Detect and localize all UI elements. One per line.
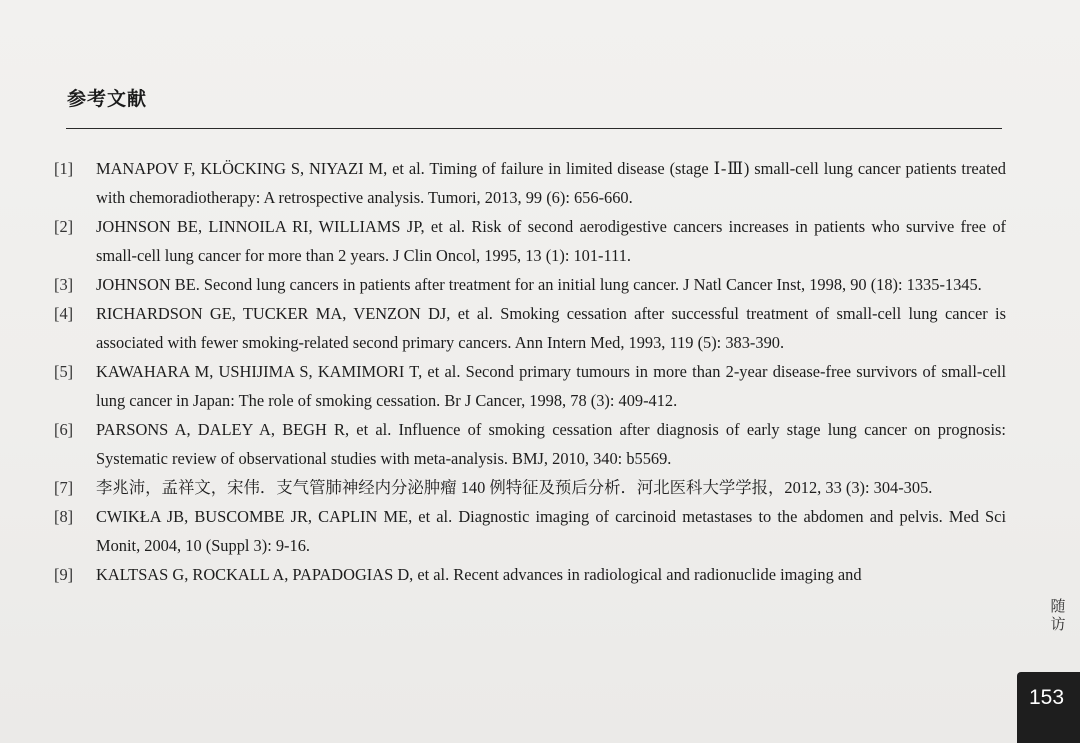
reference-item	[54, 473, 1006, 502]
reference-item	[54, 212, 1006, 270]
reference-text: CWIKŁA JB, BUSCOMBE JR, CAPLIN ME, et al. Diagnostic imaging of carcinoid metastases to the abdomen and pelvis. Med Sci Monit, 2004, 10 (Suppl 3): 9-16.	[96, 507, 1006, 555]
chapter-side-label: 随访	[1050, 597, 1066, 633]
reference-text: JOHNSON BE. Second lung cancers in patients after treatment for an initial lung cancer. J Natl Cancer Inst, 1998, 90 (18): 1335-1345.	[96, 275, 982, 294]
reference-text: JOHNSON BE, LINNOILA RI, WILLIAMS JP, et al. Risk of second aerodigestive cancers increases in patients who survive free of small-cell lung cancer for more than 2 years. J Clin Oncol, 1995, 13 (1): 101-111.	[96, 217, 1006, 265]
reference-text: KAWAHARA M, USHIJIMA S, KAMIMORI T, et al. Second primary tumours in more than 2-year disease-free survivors of small-cell lung cancer in Japan: The role of smoking cessation. Br J Cancer, 1998, 78 (3): 409-412.	[96, 362, 1006, 410]
reference-item	[54, 560, 1006, 589]
reference-list	[54, 154, 1006, 589]
reference-text: MANAPOV F, KLÖCKING S, NIYAZI M, et al. Timing of failure in limited disease (stage Ⅰ-Ⅲ) small-cell lung cancer patients treated with chemoradiotherapy: A retrospective analysis. Tumori, 2013, 99 (6): 656-660.	[96, 159, 1006, 207]
reference-item	[54, 357, 1006, 415]
reference-item	[54, 299, 1006, 357]
reference-number: [3]	[54, 275, 74, 294]
reference-number: [6]	[54, 420, 74, 439]
reference-number: [4]	[54, 304, 74, 323]
reference-number: [2]	[54, 217, 74, 236]
reference-item	[54, 415, 1006, 473]
reference-text: PARSONS A, DALEY A, BEGH R, et al. Influence of smoking cessation after diagnosis of early stage lung cancer on prognosis: Systematic review of observational studies with meta-analysis. BMJ, 2010, 340: b5569.	[96, 420, 1006, 468]
reference-text: KALTSAS G, ROCKALL A, PAPADOGIAS D, et al. Recent advances in radiological and radionuclide imaging and	[96, 565, 862, 584]
reference-number: [7]	[54, 478, 74, 497]
reference-text: 李兆沛，孟祥文，宋伟．支气管肺神经内分泌肿瘤 140 例特征及预后分析．河北医科大学学报，2012, 33 (3): 304-305.	[96, 478, 933, 497]
heading-divider	[66, 128, 1002, 129]
reference-number: [8]	[54, 507, 74, 526]
reference-number: [1]	[54, 159, 74, 178]
reference-number: [9]	[54, 565, 74, 584]
reference-text: RICHARDSON GE, TUCKER MA, VENZON DJ, et al. Smoking cessation after successful treatment of small-cell lung cancer is associated with fewer smoking-related second primary cancers. Ann Intern Med, 1993, 119 (5): 383-390.	[96, 304, 1006, 352]
page-number: 153	[1029, 686, 1065, 709]
reference-number: [5]	[54, 362, 74, 381]
reference-item	[54, 154, 1006, 212]
reference-item	[54, 270, 1006, 299]
reference-item	[54, 502, 1006, 560]
section-heading: 参考文献	[67, 88, 148, 110]
